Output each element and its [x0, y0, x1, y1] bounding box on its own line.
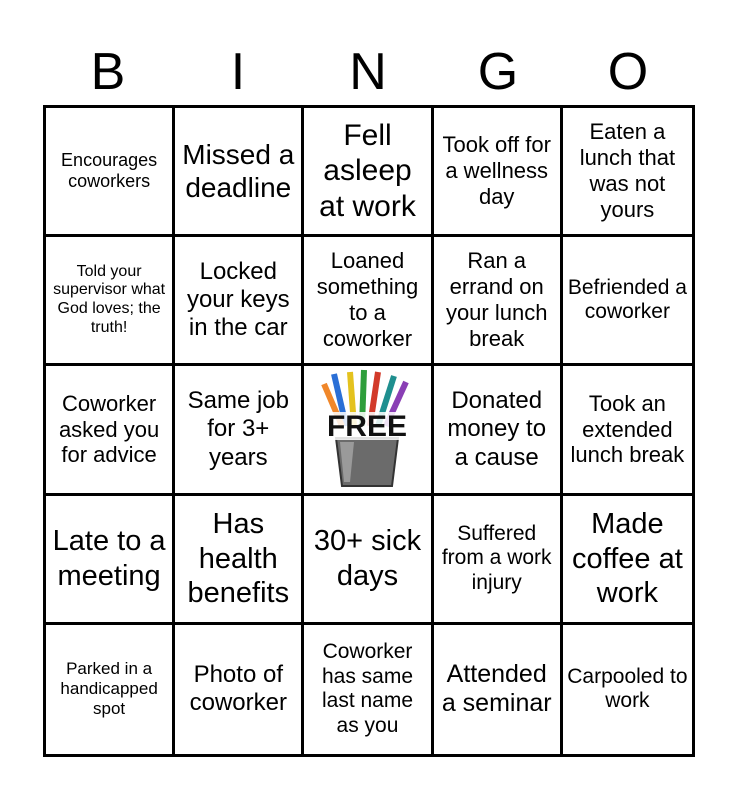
bingo-cell-text: Took an extended lunch break — [570, 390, 685, 468]
bingo-cell-text: Coworker asked you for advice — [58, 390, 160, 468]
bingo-cell-text: Befriended a coworker — [567, 275, 687, 324]
bingo-cell-text: Told your supervisor what God loves; the truth! — [53, 262, 166, 337]
bingo-cell[interactable] — [434, 108, 563, 237]
bingo-cell-text: Ran a errand on your lunch break — [445, 248, 548, 352]
bingo-cell-text: Parked in a handicapped spot — [60, 659, 158, 719]
bingo-cell[interactable] — [175, 108, 304, 237]
bingo-header — [43, 40, 693, 104]
bingo-cell-text: Eaten a lunch that was not yours — [579, 119, 676, 223]
bingo-cell[interactable] — [46, 108, 175, 237]
free-space-cell[interactable] — [304, 366, 433, 495]
bingo-cell[interactable] — [563, 625, 692, 754]
header-letter-o: O — [607, 43, 649, 101]
bingo-cell[interactable] — [175, 625, 304, 754]
bingo-cell[interactable] — [434, 625, 563, 754]
bingo-cell[interactable] — [434, 237, 563, 366]
bingo-cell-text: Locked your keys in the car — [186, 257, 290, 342]
bingo-cell[interactable] — [175, 237, 304, 366]
bingo-cell-text: Attended a seminar — [441, 659, 552, 718]
bingo-cell[interactable] — [46, 496, 175, 625]
bingo-cell-text: Loaned something to a coworker — [316, 248, 419, 352]
bingo-cell-text: Donated money to a cause — [447, 387, 547, 471]
bingo-cell-text: Suffered from a work injury — [441, 521, 552, 595]
bingo-cell[interactable] — [46, 625, 175, 754]
bingo-cell[interactable] — [175, 496, 304, 625]
bingo-cell-text: 30+ sick days — [313, 525, 422, 592]
bingo-cell-text: Late to a meeting — [52, 525, 166, 592]
header-letter-i: I — [230, 43, 246, 101]
header-letter-n: N — [349, 43, 387, 101]
bingo-cell[interactable] — [434, 496, 563, 625]
bingo-cell-text: Photo of coworker — [189, 661, 287, 717]
bingo-board — [43, 105, 695, 757]
bingo-cell-text: Coworker has same last name as you — [321, 639, 414, 738]
bingo-cell-text: Same job for 3+ years — [187, 387, 289, 471]
bingo-cell-text: Took off for a wellness day — [442, 132, 551, 210]
bingo-cell-text: Fell asleep at work — [319, 119, 416, 223]
pencil-cup-icon — [306, 368, 428, 490]
bingo-cell-text: Has health benefits — [187, 508, 290, 609]
bingo-cell[interactable] — [46, 237, 175, 366]
bingo-cell-text: Made coffee at work — [572, 508, 683, 609]
free-space-label: FREE — [327, 410, 408, 444]
header-letter-b: B — [90, 43, 126, 101]
bingo-cell-text: Carpooled to work — [567, 664, 688, 713]
bingo-cell[interactable] — [304, 237, 433, 366]
bingo-cell[interactable] — [304, 108, 433, 237]
bingo-cell-text: Encourages coworkers — [61, 149, 158, 192]
bingo-cell[interactable] — [563, 496, 692, 625]
bingo-cell[interactable] — [563, 366, 692, 495]
bingo-cell[interactable] — [46, 366, 175, 495]
bingo-cell[interactable] — [563, 108, 692, 237]
bingo-cell[interactable] — [563, 237, 692, 366]
bingo-cell-text: Missed a deadline — [182, 139, 295, 204]
bingo-cell[interactable] — [304, 625, 433, 754]
bingo-cell[interactable] — [304, 496, 433, 625]
bingo-cell[interactable] — [175, 366, 304, 495]
bingo-cell[interactable] — [434, 366, 563, 495]
header-letter-g: G — [477, 43, 519, 101]
